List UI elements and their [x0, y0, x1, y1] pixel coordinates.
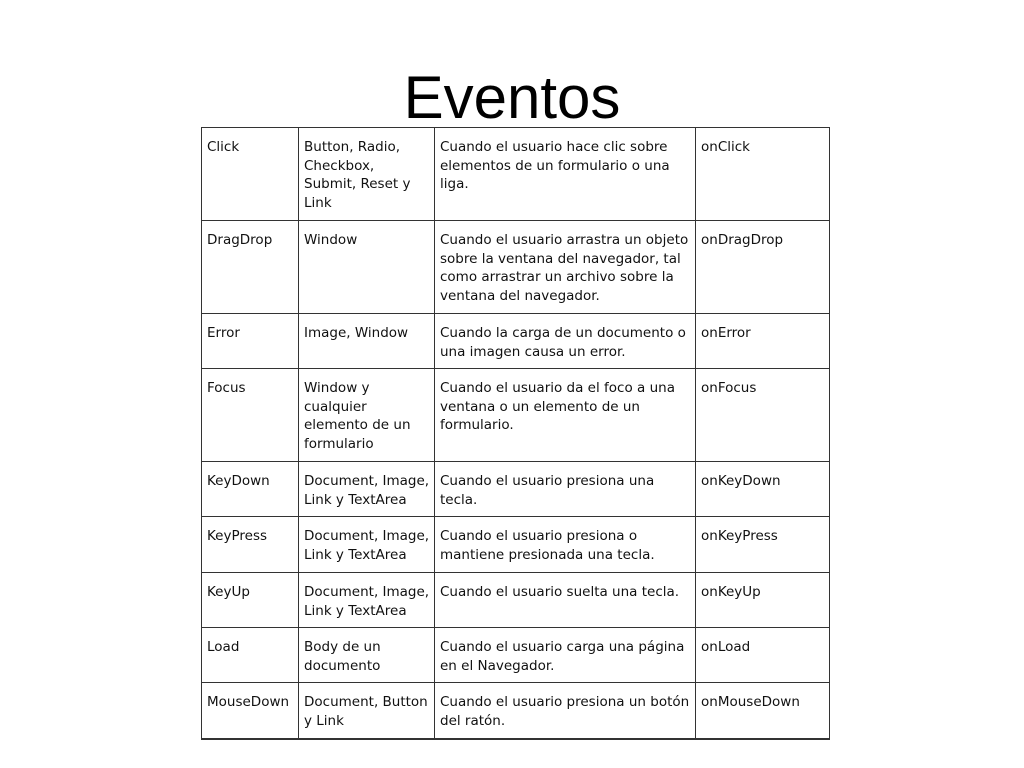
event-description-cell: Cuando el usuario presiona una tecla. — [435, 462, 696, 517]
event-objects-cell: Window y cualquier elemento de un formulario — [299, 369, 435, 462]
event-name-cell: Load — [202, 628, 299, 683]
event-name-cell: KeyPress — [202, 517, 299, 573]
event-handler-cell: onKeyDown — [696, 462, 830, 517]
event-handler-cell: onClick — [696, 128, 830, 221]
event-name-cell: MouseDown — [202, 683, 299, 739]
event-objects-cell: Document, Image, Link y TextArea — [299, 517, 435, 573]
event-description-cell: Cuando el usuario presiona o mantiene presionada una tecla. — [435, 517, 696, 573]
table-row — [202, 314, 830, 369]
event-objects-cell: Document, Image, Link y TextArea — [299, 462, 435, 517]
event-objects-cell: Document, Image, Link y TextArea — [299, 573, 435, 628]
event-objects-cell: Button, Radio, Checkbox, Submit, Reset y Link — [299, 128, 435, 221]
event-name-cell: KeyDown — [202, 462, 299, 517]
table-row — [202, 517, 830, 573]
table-row — [202, 628, 830, 683]
event-handler-cell: onError — [696, 314, 830, 369]
table-row — [202, 221, 830, 314]
event-description-cell: Cuando el usuario suelta una tecla. — [435, 573, 696, 628]
event-name-cell: Error — [202, 314, 299, 369]
event-objects-cell: Image, Window — [299, 314, 435, 369]
event-handler-cell: onFocus — [696, 369, 830, 462]
event-name-cell: Focus — [202, 369, 299, 462]
event-handler-cell: onMouseDown — [696, 683, 830, 739]
table-row — [202, 683, 830, 739]
table-row — [202, 462, 830, 517]
event-description-cell: Cuando la carga de un documento o una imagen causa un error. — [435, 314, 696, 369]
event-description-cell: Cuando el usuario carga una página en el Navegador. — [435, 628, 696, 683]
event-handler-cell: onDragDrop — [696, 221, 830, 314]
event-name-cell: DragDrop — [202, 221, 299, 314]
table-row — [202, 128, 830, 221]
events-table-wrapper — [201, 127, 830, 740]
event-name-cell: Click — [202, 128, 299, 221]
event-objects-cell: Window — [299, 221, 435, 314]
event-description-cell: Cuando el usuario presiona un botón del ratón. — [435, 683, 696, 739]
event-objects-cell: Body de un documento — [299, 628, 435, 683]
event-description-cell: Cuando el usuario hace clic sobre elementos de un formulario o una liga. — [435, 128, 696, 221]
table-row — [202, 369, 830, 462]
event-objects-cell: Document, Button y Link — [299, 683, 435, 739]
event-handler-cell: onKeyPress — [696, 517, 830, 573]
event-description-cell: Cuando el usuario arrastra un objeto sobre la ventana del navegador, tal como arrastrar un archivo sobre la ventana del navegador. — [435, 221, 696, 314]
event-handler-cell: onKeyUp — [696, 573, 830, 628]
event-handler-cell: onLoad — [696, 628, 830, 683]
event-description-cell: Cuando el usuario da el foco a una ventana o un elemento de un formulario. — [435, 369, 696, 462]
table-row — [202, 573, 830, 628]
events-table — [201, 127, 830, 740]
slide-title: Eventos — [403, 64, 621, 131]
event-name-cell: KeyUp — [202, 573, 299, 628]
